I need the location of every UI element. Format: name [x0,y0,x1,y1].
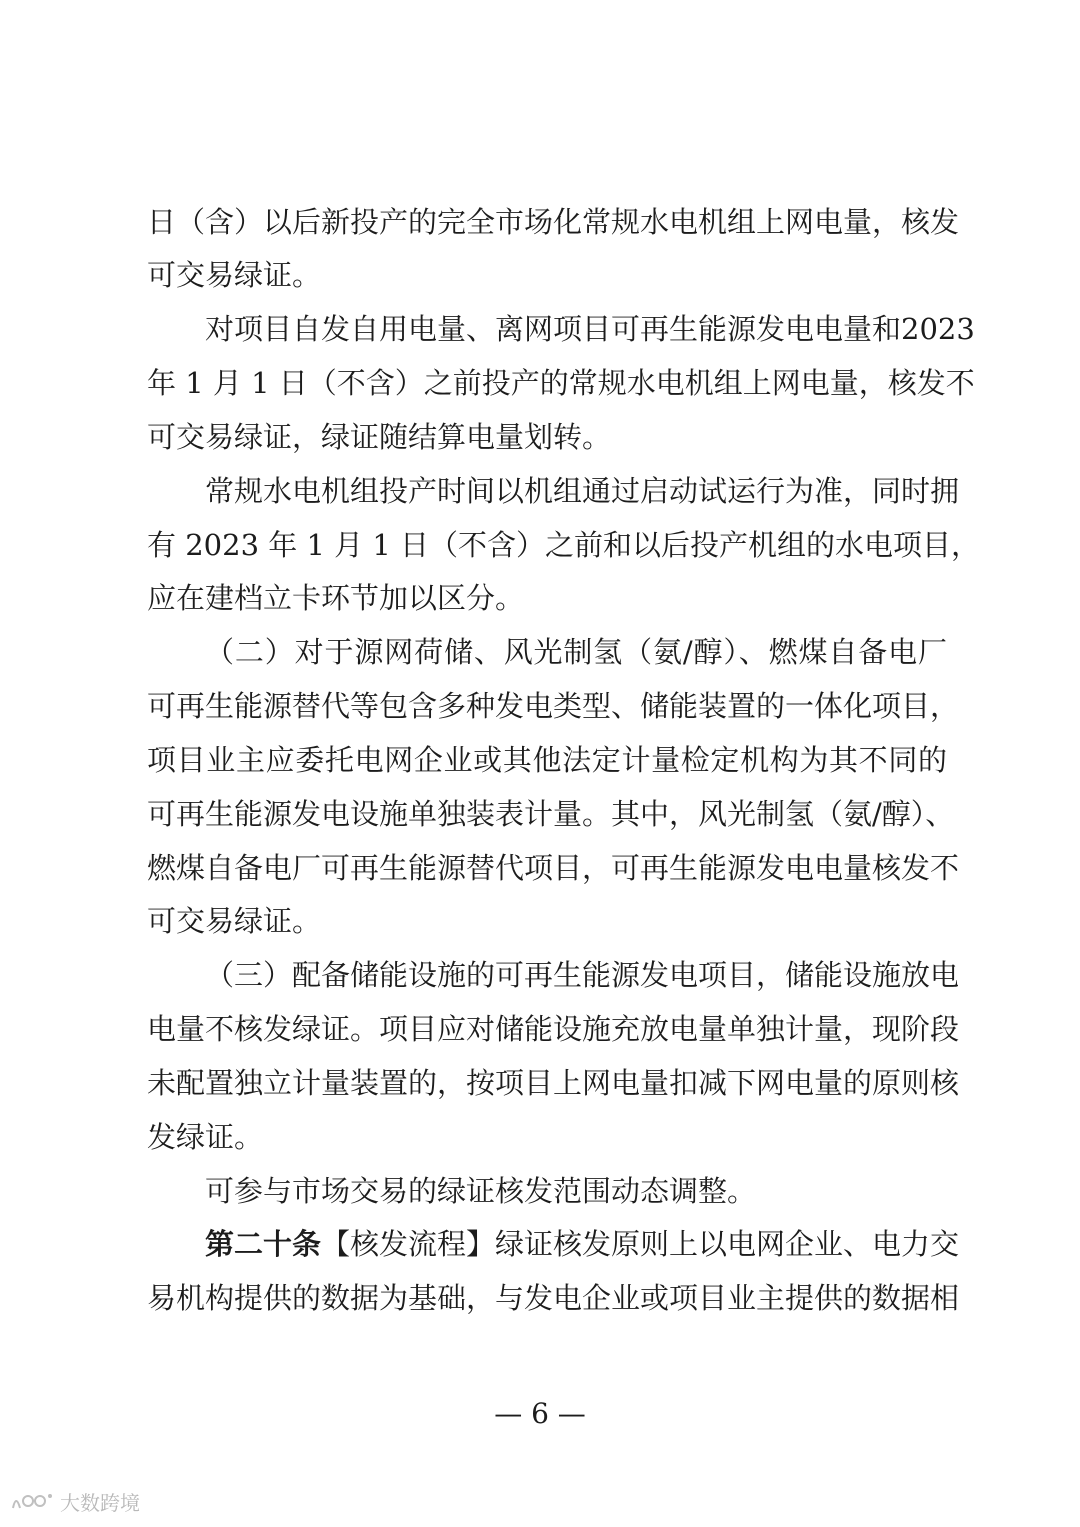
text-line: 可交易绿证。 [147,904,322,938]
watermark-logo-icon [10,1490,54,1512]
watermark-text: 大数跨境 [60,1490,140,1515]
text-line: 有 2023 年 1 月 1 日（不含）之前和以后投产机组的水电项目， [147,528,981,562]
text-line: 常规水电机组投产时间以机组通过启动试运行为准，同时拥 [205,474,960,508]
text-line: 发绿证。 [147,1120,264,1154]
watermark [10,1489,140,1513]
text-line: 可交易绿证，绿证随结算电量划转。 [147,420,612,454]
page-number: — 6 — [494,1397,586,1430]
article-line [205,1226,960,1262]
text-line: （三）配备储能设施的可再生能源发电项目，储能设施放电 [205,958,960,992]
text-line: 可再生能源替代等包含多种发电类型、储能装置的一体化项目， [147,689,960,723]
text-line: 年 1 月 1 日（不含）之前投产的常规水电机组上网电量，核发不 [147,366,975,400]
text-line: 可参与市场交易的绿证核发范围动态调整。 [205,1174,757,1208]
text-line: 可交易绿证。 [147,258,322,292]
text-line: 日（含）以后新投产的完全市场化常规水电机组上网电量，核发 [147,205,960,239]
text-line: 应在建档立卡环节加以区分。 [147,581,525,615]
text-line: 燃煤自备电厂可再生能源替代项目，可再生能源发电电量核发不 [147,851,960,885]
text-line: 未配置独立计量装置的，按项目上网电量扣减下网电量的原则核 [147,1066,960,1100]
article-text: 【核发流程】绿证核发原则上以电网企业、电力交 [321,1227,960,1261]
article-number: 第二十条 [205,1227,322,1261]
text-line: 易机构提供的数据为基础，与发电企业或项目业主提供的数据相 [147,1281,960,1315]
text-line: （二）对于源网荷储、风光制氢（氨/醇）、燃煤自备电厂 [205,635,947,669]
text-line: 电量不核发绿证。项目应对储能设施充放电量单独计量，现阶段 [147,1012,960,1046]
text-line: 可再生能源发电设施单独装表计量。其中，风光制氢（氨/醇）、 [147,797,955,831]
text-line: 对项目自发自用电量、离网项目可再生能源发电电量和2023 [205,312,975,346]
text-line: 项目业主应委托电网企业或其他法定计量检定机构为其不同的 [147,743,947,777]
